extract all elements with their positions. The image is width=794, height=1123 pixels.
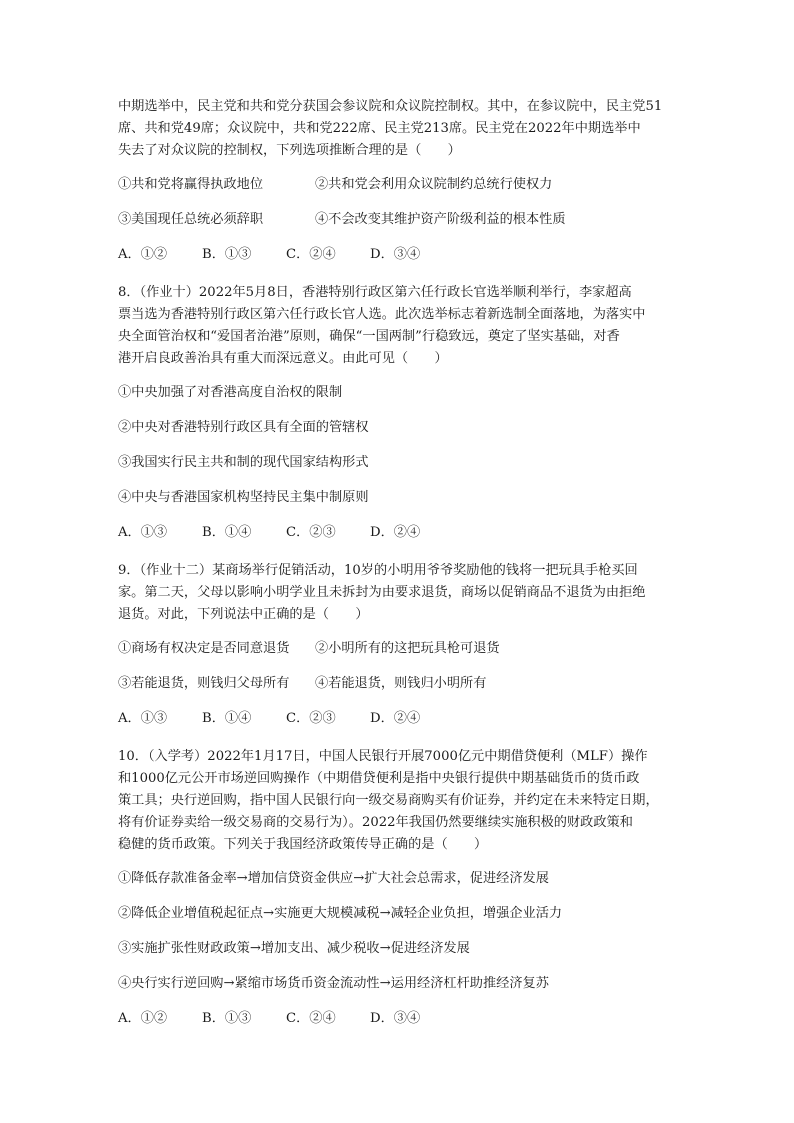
answer-choice-a: A．①③: [118, 711, 168, 726]
question-10-stem-line: 和1000亿元公开市场逆回购操作（中期借贷便利是指中央银行提供中期基础货币的货币政: [118, 771, 640, 786]
question-8-stem-line: 港开启良政善治具有重大而深远意义。由此可见（ ）: [118, 351, 448, 366]
question-10-stem-line: 稳健的货币政策。下列关于我国经济政策传导正确的是（ ）: [118, 837, 488, 852]
question-9-answers: [118, 708, 678, 730]
question-9-options-row-1: [118, 638, 678, 660]
answer-choice-c: C．②③: [286, 525, 336, 540]
question-10-answers: [118, 1008, 678, 1030]
question-8-stem-line: 8．（作业十）2022年5月8日，香港特别行政区第六任行政长官选举顺利举行，李家超高: [118, 285, 632, 300]
answer-choice-c: C．②③: [286, 711, 336, 726]
question-10-option-1: ①降低存款准备金率→增加信贷资金供应→扩大社会总需求，促进经济发展: [118, 871, 549, 886]
question-8-stem: [118, 282, 678, 370]
question-7-stem: [118, 96, 678, 162]
question-9-option-3: ③若能退货，则钱归父母所有: [118, 676, 290, 691]
question-7-stem-line: 席、共和党49席；众议院中，共和党222席、民主党213席。民主党在2022年中期选举中: [118, 121, 641, 136]
question-7-options-row-2: [118, 209, 678, 231]
question-7-option-3: ③美国现任总统必须辞职: [118, 212, 264, 227]
question-7-stem-line: 中期选举中，民主党和共和党分获国会参议院和众议院控制权。其中，在参议院中，民主党51: [118, 99, 663, 114]
question-7-option-2: ②共和党会利用众议院制约总统行使权力: [315, 177, 553, 192]
question-8-stem-line: 央全面管治权和“爱国者治港”原则，确保“一国两制”行稳致远，奠定了坚实基础，对香: [118, 329, 620, 344]
answer-choice-a: A．①②: [118, 1011, 168, 1026]
answer-choice-c: C．②④: [286, 247, 336, 262]
question-9-option-1: ①商场有权决定是否同意退货: [118, 641, 290, 656]
answer-choice-d: D．②④: [370, 711, 421, 726]
answer-choice-a: A．①②: [118, 247, 168, 262]
question-8-option-2: ②中央对香港特别行政区具有全面的管辖权: [118, 420, 369, 435]
question-9-stem: [118, 560, 678, 626]
answer-choice-d: D．③④: [370, 1011, 421, 1026]
question-9-stem-line: 退货。对此，下列说法中正确的是（ ）: [118, 607, 369, 622]
question-7-answers: [118, 244, 678, 266]
question-7-stem-line: 失去了对众议院的控制权，下列选项推断合理的是（ ）: [118, 143, 461, 158]
answer-choice-c: C．②④: [286, 1011, 336, 1026]
question-8-option-3: ③我国实行民主共和制的现代国家结构形式: [118, 455, 369, 470]
question-9-stem-line: 家。第二天，父母以影响小明学业且未拆封为由要求退货，商场以促销商品不退货为由拒绝: [118, 585, 646, 600]
answer-choice-b: B．①④: [202, 711, 252, 726]
answer-choice-d: D．②④: [370, 525, 421, 540]
question-7-options-row-1: [118, 174, 678, 196]
question-8-option-4: ④中央与香港国家机构坚持民主集中制原则: [118, 490, 369, 505]
question-10-stem-line: 策工具；央行逆回购，指中国人民银行向一级交易商购买有价证券，并约定在未来特定日期，: [118, 793, 659, 808]
question-10-option-3: ③实施扩张性财政政策→增加支出、减少税收→促进经济发展: [118, 941, 470, 956]
question-8-stem-line: 票当选为香港特别行政区第六任行政长官人选。此次选举标志着新选制全面落地，为落实中: [118, 307, 646, 322]
question-10-stem-line: 将有价证券卖给一级交易商的交易行为）。2022年我国仍然要继续实施积极的财政政策和: [118, 815, 633, 830]
question-9-option-2: ②小明所有的这把玩具枪可退货: [315, 641, 500, 656]
question-9-option-4: ④若能退货，则钱归小明所有: [315, 676, 487, 691]
answer-choice-b: B．①④: [202, 525, 252, 540]
question-9-stem-line: 9．（作业十二）某商场举行促销活动，10岁的小明用爷爷奖励他的钱将一把玩具手枪买回: [118, 563, 638, 578]
question-8-option-1: ①中央加强了对香港高度自治权的限制: [118, 385, 343, 400]
answer-choice-b: B．①③: [202, 1011, 252, 1026]
question-10-option-2: ②降低企业增值税起征点→实施更大规模减税→减轻企业负担，增强企业活力: [118, 906, 563, 921]
answer-choice-b: B．①③: [202, 247, 252, 262]
exam-content: [118, 96, 678, 1046]
question-7-option-1: ①共和党将赢得执政地位: [118, 177, 264, 192]
question-8-answers: [118, 522, 678, 544]
answer-choice-d: D．③④: [370, 247, 421, 262]
question-10-stem-line: 10．（入学考）2022年1月17日，中国人民银行开展7000亿元中期借贷便利（MLF）操作: [118, 749, 648, 764]
question-9-options-row-2: [118, 673, 678, 695]
question-7-option-4: ④不会改变其维护资产阶级利益的根本性质: [315, 212, 566, 227]
answer-choice-a: A．①③: [118, 525, 168, 540]
question-10-stem: [118, 746, 678, 856]
question-10-option-4: ④央行实行逆回购→紧缩市场货币资金流动性→运用经济杠杆助推经济复苏: [118, 976, 549, 991]
